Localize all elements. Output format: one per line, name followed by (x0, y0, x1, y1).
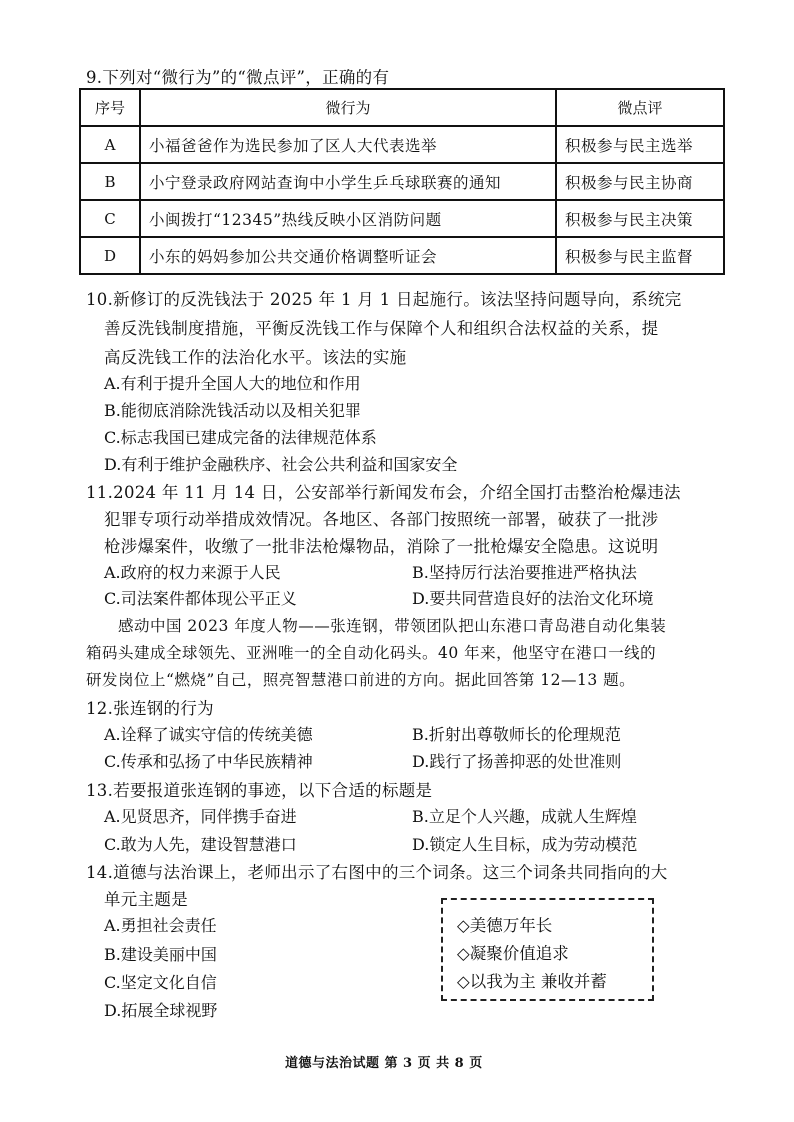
q14-option-a: A.勇担社会责任 (104, 916, 217, 935)
q11-option-b: B.坚持厉行法治要推进严格执法 (412, 563, 637, 582)
q9-stem: 9.下列对“微行为”的“微点评”，正确的有 (86, 68, 390, 87)
passage-line-2: 箱码头建成全球领先、亚洲唯一的全自动化码头。40 年来，他坚守在港口一线的 (86, 644, 657, 662)
q14-option-b: B.建设美丽中国 (104, 945, 217, 964)
table-row (80, 126, 724, 163)
q9-row-c-no: C (80, 200, 140, 237)
table-row (80, 237, 724, 274)
q9-row-a-comment: 积极参与民主选举 (556, 126, 724, 163)
passage-line-1: 感动中国 2023 年度人物——张连钢，带领团队把山东港口青岛港自动化集装 (118, 617, 667, 635)
q11-option-d: D.要共同营造良好的法治文化环境 (412, 589, 654, 608)
q11-line-2: 犯罪专项行动举措成效情况。各地区、各部门按照统一部署，破获了一批涉 (104, 510, 659, 529)
q12-option-b: B.折射出尊敬师长的伦理规范 (412, 725, 621, 744)
q14-box-item-1: ◇美德万年长 (457, 916, 553, 935)
q12-option-c: C.传承和弘扬了中华民族精神 (104, 752, 313, 771)
q13-option-d: D.锁定人生目标，成为劳动模范 (412, 835, 638, 854)
q9-row-a-no: A (80, 126, 140, 163)
q14-box-item-3: ◇以我为主 兼收并蓄 (457, 972, 607, 991)
q10-option-a: A.有利于提升全国人大的地位和作用 (104, 374, 361, 393)
q11-line-3: 枪涉爆案件，收缴了一批非法枪爆物品，消除了一批枪爆安全隐患。这说明 (104, 537, 659, 556)
q9-row-c-comment: 积极参与民主决策 (556, 200, 724, 237)
q13-option-c: C.敢为人先，建设智慧港口 (104, 835, 297, 854)
q12-option-a: A.诠释了诚实守信的传统美德 (104, 725, 313, 744)
q9-row-c-action: 小闽拨打“12345”热线反映小区消防问题 (140, 200, 556, 237)
q9-row-a-action: 小福爸爸作为选民参加了区人大代表选举 (140, 126, 556, 163)
q9-header-comment: 微点评 (556, 89, 724, 126)
q9-row-d-action: 小东的妈妈参加公共交通价格调整听证会 (140, 237, 556, 274)
q9-header-row (80, 89, 724, 126)
q14-line-1: 14.道德与法治课上，老师出示了右图中的三个词条。这三个词条共同指向的大 (86, 863, 668, 882)
q14-option-c: C.坚定文化自信 (104, 973, 217, 992)
q9-header-no: 序号 (80, 89, 140, 126)
q14-option-d: D.拓展全球视野 (104, 1001, 218, 1020)
q14-line-2: 单元主题是 (104, 890, 188, 909)
q14-term-box (441, 898, 654, 1001)
table-row (80, 163, 724, 200)
page-footer: 道德与法治试题 第 3 页 共 8 页 (285, 1056, 483, 1071)
q9-row-b-no: B (80, 163, 140, 200)
passage-line-3: 研发岗位上“燃烧”自己，照亮智慧港口前进的方向。据此回答第 12—13 题。 (86, 671, 636, 689)
q13-option-b: B.立足个人兴趣，成就人生辉煌 (412, 807, 637, 826)
q12-stem: 12.张连钢的行为 (86, 699, 214, 718)
q9-table (79, 88, 725, 275)
q11-line-1: 11.2024 年 11 月 14 日，公安部举行新闻发布会，介绍全国打击整治枪爆违法 (86, 483, 681, 502)
q11-option-a: A.政府的权力来源于人民 (104, 563, 281, 582)
q9-row-b-comment: 积极参与民主协商 (556, 163, 724, 200)
q9-row-d-no: D (80, 237, 140, 274)
table-row (80, 200, 724, 237)
q10-option-b: B.能彻底消除洗钱活动以及相关犯罪 (104, 401, 361, 420)
q10-option-c: C.标志我国已建成完备的法律规范体系 (104, 428, 377, 447)
q10-line-1: 10.新修订的反洗钱法于 2025 年 1 月 1 日起施行。该法坚持问题导向，系统完 (86, 290, 682, 309)
q10-option-d: D.有利于维护金融秩序、社会公共利益和国家安全 (104, 455, 458, 474)
q9-row-b-action: 小宁登录政府网站查询中小学生乒乓球联赛的通知 (140, 163, 556, 200)
q14-box-item-2: ◇凝聚价值追求 (457, 944, 569, 963)
q12-option-d: D.践行了扬善抑恶的处世准则 (412, 752, 622, 771)
q9-header-action: 微行为 (140, 89, 556, 126)
q10-line-2: 善反洗钱制度措施，平衡反洗钱工作与保障个人和组织合法权益的关系，提 (104, 319, 659, 338)
q11-option-c: C.司法案件都体现公平正义 (104, 589, 297, 608)
q13-stem: 13.若要报道张连钢的事迹，以下合适的标题是 (86, 781, 433, 800)
q9-row-d-comment: 积极参与民主监督 (556, 237, 724, 274)
q13-option-a: A.见贤思齐，同伴携手奋进 (104, 807, 297, 826)
q10-line-3: 高反洗钱工作的法治化水平。该法的实施 (104, 348, 407, 367)
